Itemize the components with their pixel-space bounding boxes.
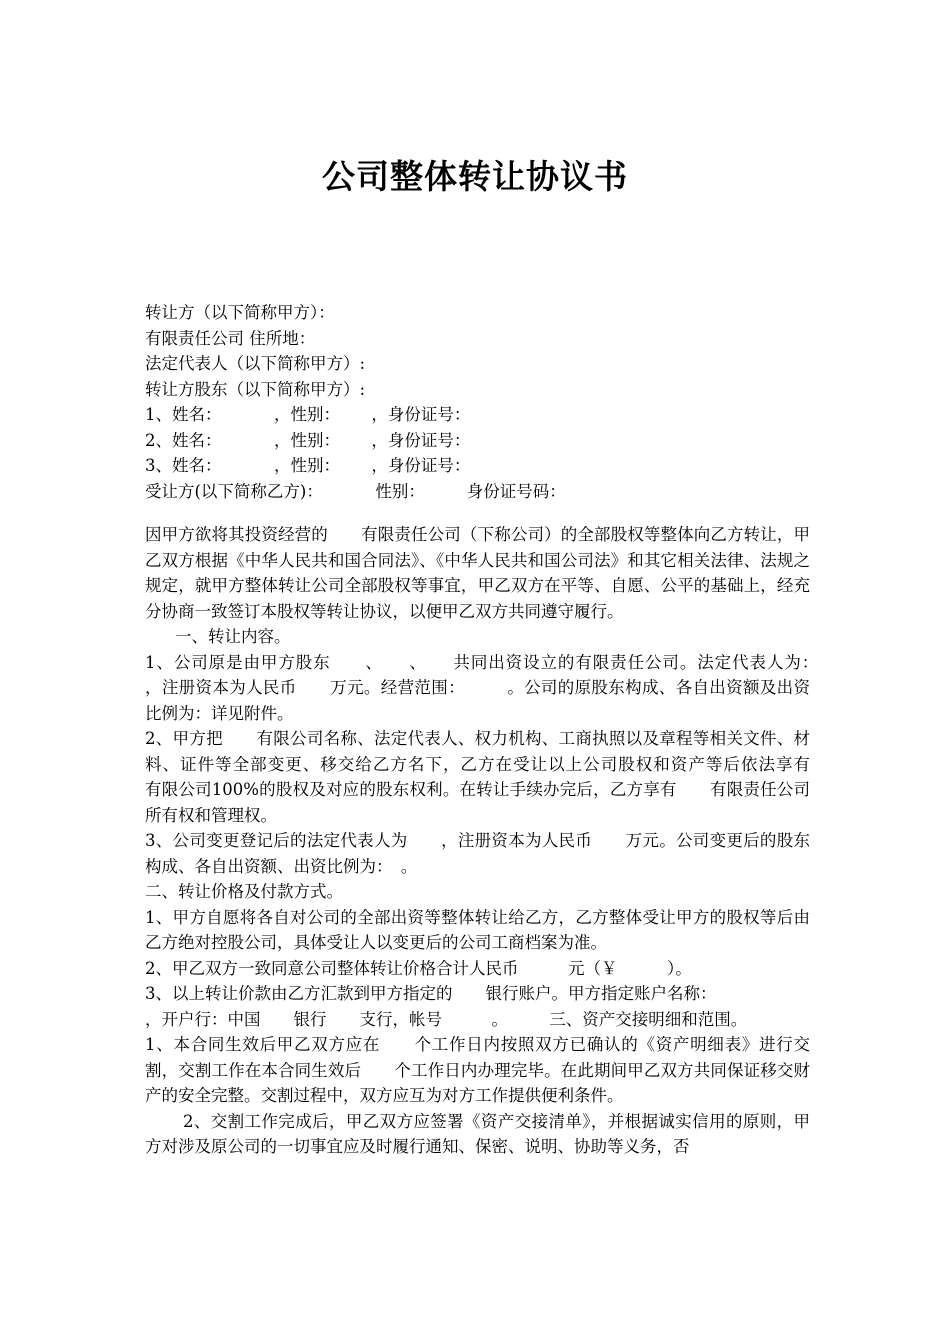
transferee-line: 受让方(以下简称乙方)： 性别： 身份证号码： [145, 481, 566, 501]
transferor-line: 转让方（以下简称甲方）： [145, 303, 335, 322]
document-body [145, 300, 843, 1160]
section-2-item-2: 2、甲乙双方一致同意公司整体转让价格合计人民币 元（￥ ）。 [145, 958, 692, 978]
legal-rep-line: 法定代表人（以下简称甲方）: [145, 354, 366, 373]
shareholder-1-line: 1、姓名： ，性别： ，身份证号： [145, 405, 471, 424]
shareholders-line: 转让方股东（以下简称甲方）: [145, 379, 366, 399]
section-2-item-3-line-1: 3、以上转让价款由乙方汇款到甲方指定的 银行账户。甲方指定账户名称： [145, 984, 717, 1003]
section-1-item-2: 2、甲方把 有限公司名称、法定代表人、权力机构、工商执照以及章程等相关文件、材料、证件等全部变更、移交给乙方名下，乙方在受让以上公司股权和资产等后依法享有 有限公司100%的股权及对应的股东权利。在转让手续办完后，乙方享有 有限责任公司所有权和管理权。 [145, 729, 843, 825]
document-title: 公司整体转让协议书 [322, 157, 628, 196]
shareholder-2-line: 2、姓名： ，性别： ，身份证号： [145, 430, 471, 450]
company-address-line: 有限责任公司 住所地： [145, 328, 316, 348]
preamble-paragraph: 因甲方欲将其投资经营的 有限责任公司（下称公司）的全部股权等整体向乙方转让，甲乙双方根据《中华人民共和国合同法》、《中华人民共和国公司法》和其它相关法律、法规之规定，就甲方整体转让公司全部股权等事宜，甲乙双方在平等、自愿、公平的基础上，经充分协商一致签订本股权等转让协议，以便甲乙双方共同遵守履行。 [145, 525, 810, 621]
section-1-item-1: 1、公司原是由甲方股东 、 、 共同出资设立的有限责任公司。法定代表人为： ，注册资本为人民币 万元。经营范围： 。公司的原股东构成、各自出资额及出资比例为：详见附件。 [145, 652, 843, 723]
section-2-heading: 二、转让价格及付款方式。 [145, 882, 343, 901]
section-3-item-2: 2、交割工作完成后，甲乙双方应签署《资产交接清单》，并根据诚实信用的原则，甲方对涉及原公司的一切事宜应及时履行通知、保密、说明、协助等义务，否 [145, 1111, 810, 1156]
shareholder-3-line: 3、姓名： ，性别： ，身份证号： [145, 456, 471, 475]
section-1-item-3: 3、公司变更登记后的法定代表人为 ，注册资本为人民币 万元。公司变更后的股东构成、各自出资额、出资比例为： 。 [145, 831, 810, 876]
section-1-heading: 一、转让内容。 [175, 627, 291, 646]
spacer [145, 504, 810, 522]
section-2-item-3-line-2: ，开户行：中国 银行 支行，帐号 。 三、资产交接明细和范围。 [145, 1009, 748, 1029]
section-2-item-1: 1、甲方自愿将各自对公司的全部出资等整体转让给乙方，乙方整体受让甲方的股权等后由乙方绝对控股公司，具体受让人以变更后的公司工商档案为准。 [145, 907, 810, 952]
section-3-item-1: 1、本合同生效后甲乙双方应在 个工作日内按照双方已确认的《资产明细表》进行交割，交割工作在本合同生效后 个工作日内办理完毕。在此期间甲乙双方共同保证移交财产的安全完整。交割过程中，双方应互为对方工作提供便利条件。 [145, 1035, 810, 1105]
